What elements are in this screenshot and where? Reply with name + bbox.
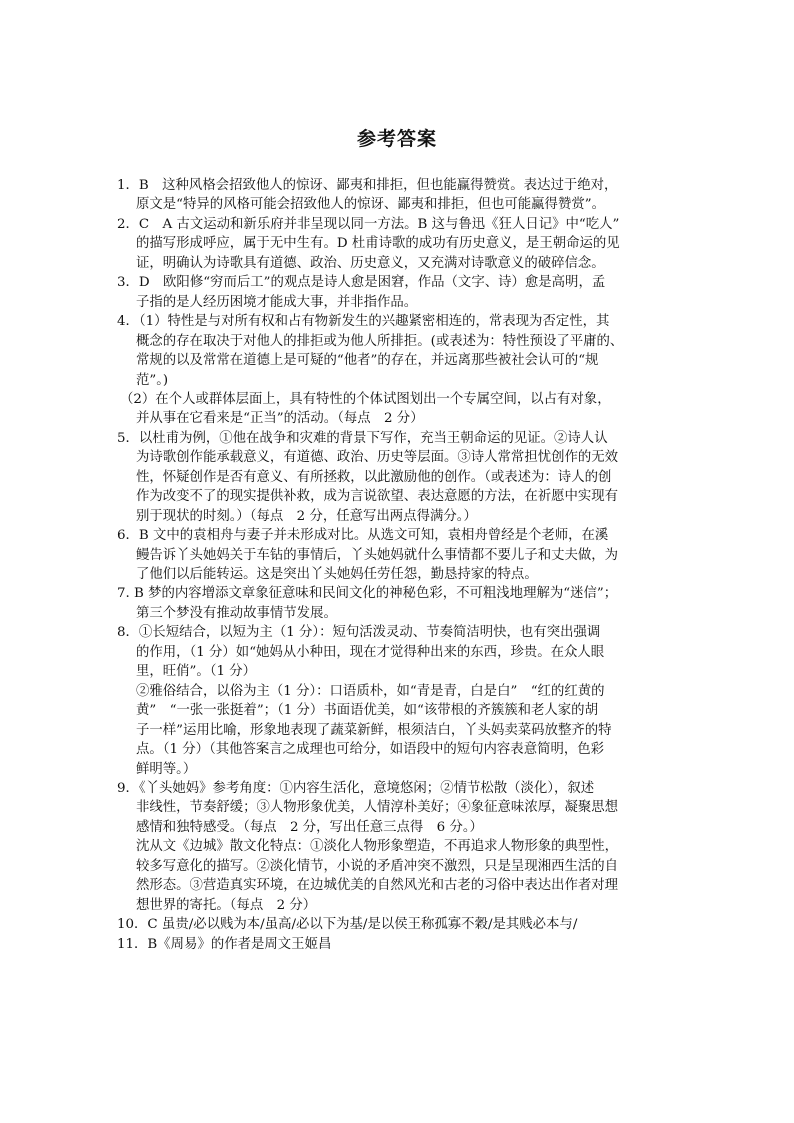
text-line: 别于现状的时刻。）（每点 2 分，任意写出两点得满分。）: [136, 508, 477, 524]
text-line: 并从事在它看来是“正当”的活动。（每点 2 分）: [136, 411, 424, 427]
text-line: 概念的存在取决于对他人的排拒或为他人所排拒。(或表述为：特性预设了平庸的、: [136, 333, 624, 349]
text-line: 证，明确认为诗歌具有道德、政治、历史意义，又充满对诗歌意义的破碎信念。: [136, 255, 605, 271]
text-line: 沈从文《边城》散文化特点：①淡化人物形象塑造，不再追求人物形象的典型性，: [136, 839, 619, 855]
text-line: 范”。): [136, 372, 169, 388]
text-line: 11．B《周易》的作者是周文王姬昌: [117, 936, 332, 952]
text-line: 想世界的寄托。（每点 2 分）: [136, 897, 317, 913]
text-line: 子一样”运用比喻，形象地表现了蔬菜新鲜，根须洁白，丫头妈卖菜码放整齐的特: [136, 722, 612, 738]
text-line: 4．（1）特性是与对所有权和占有物新发生的兴趣紧密相连的，常表现为否定性，其: [117, 314, 610, 330]
text-line: 鲜明等。）: [136, 761, 197, 777]
text-line: 鳗告诉丫头她妈关于车钻的事情后，丫头她妈就什么事情都不要儿子和丈夫做，为: [136, 547, 619, 563]
text-line: ②雅俗结合，以俗为主（1 分）：口语质朴，如“青是青，白是白” “红的红黄的: [136, 683, 605, 699]
text-line: 2．C A 古文运动和新乐府并非呈现以同一方法。B 这与鲁迅《狂人日记》中“吃人”: [117, 216, 620, 232]
text-line: 10．C 虽贵/必以贱为本/虽高/必以下为基/是以侯王称孤寡不穀/是其贱必本与/: [117, 917, 578, 933]
text-line: 里，旺俏”。（1 分）: [136, 664, 257, 680]
text-line: 3．D 欧阳修“穷而后工”的观点是诗人愈是困窘，作品（文字、诗）愈是高明，孟: [117, 275, 606, 291]
text-line: 的作用，（1 分）如“她妈从小种田，现在才觉得种出来的东西，珍贵。在众人眼: [136, 644, 605, 660]
text-line: 9．《丫头她妈》参考角度：①内容生活化，意境悠闲；②情节松散（淡化），叙述: [117, 780, 595, 796]
text-line: 原文是“特异的风格可能会招致他人的惊讶、鄙夷和排拒，但也可能赢得赞赏”。: [136, 197, 605, 213]
text-line: 为诗歌创作能承载意义，有道德、政治、历史等层面。③诗人常常担忧创作的无效: [136, 450, 619, 466]
page-title: 参考答案: [356, 128, 437, 150]
text-line: 然形态。③营造真实环境，在边城优美的自然风光和古老的习俗中表达出作者对理: [136, 878, 619, 894]
text-line: 8．①长短结合，以短为主（1 分）：短句活泼灵动、节奏简洁明快，也有突出强调: [117, 625, 601, 641]
text-line: 性，怀疑创作是否有意义、有所拯救，以此激励他的创作。（或表述为：诗人的创: [136, 469, 612, 485]
text-line: 5．以杜甫为例，①他在战争和灾难的背景下写作，充当王朝命运的见证。②诗人认: [117, 430, 608, 446]
text-line: 7. B 梦的内容增添文章象征意味和民间文化的神秘色彩，不可粗浅地理解为“迷信”；: [117, 586, 618, 602]
text-line: 黄” “一张一张挺着”；（1 分）书面语优美，如“该带根的齐簇簇和老人家的胡: [136, 703, 598, 719]
text-line: 非线性，节奏舒缓；③人物形象优美，人情淳朴美好；④象征意味浓厚，凝聚思想: [136, 800, 619, 816]
text-line: 6．B 文中的袁相舟与妻子并未形成对比。从选文可知，袁相舟曾经是个老师，在溪: [117, 528, 609, 544]
text-line: 作为改变不了的现实提供补救，成为言说欲望、表达意愿的方法，在祈愿中实现有: [136, 489, 619, 505]
text-line: 常规的以及常常在道德上是可疑的“他者”的存在，并远离那些被社会认可的“规: [136, 353, 599, 369]
text-line: 了他们以后能转运。这是突出丫头她妈任劳任怨，勤恳持家的特点。: [136, 567, 538, 582]
text-line: 点。（1 分）（其他答案言之成理也可给分，如语段中的短句内容表意简明，色彩: [136, 742, 605, 758]
text-line: 第三个梦没有推动故事情节发展。: [136, 605, 337, 621]
text-line: 子指的是人经历困境才能成大事，并非指作品。: [136, 294, 418, 310]
text-line: 1．B 这种风格会招致他人的惊讶、鄙夷和排拒，但也能赢得赞赏。表达过于绝对，: [117, 178, 618, 193]
text-line: 较多写意化的描写。②淡化情节，小说的矛盾冲突不激烈，只是呈现湘西生活的自: [136, 858, 619, 874]
text-line: 的描写形成呼应，属于无中生有。D 杜甫诗歌的成功有历史意义，是王朝命运的见: [136, 236, 620, 252]
text-line: 感情和独特感受。（每点 2 分，写出任意三点得 6 分。）: [136, 819, 483, 835]
text-line: （2）在个人或群体层面上，具有特性的个体试图划出一个专属空间，以占有对象，: [120, 391, 611, 407]
